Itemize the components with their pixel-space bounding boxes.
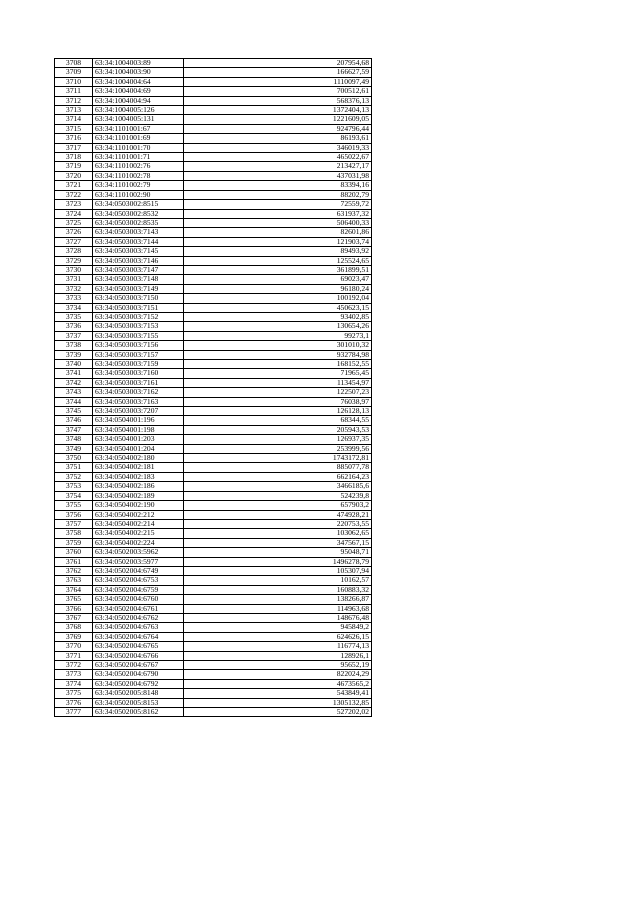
row-number: 3774 — [55, 679, 93, 688]
table-row — [55, 444, 372, 453]
table-row — [55, 209, 372, 218]
table-row — [55, 689, 372, 698]
cadastral-number: 63:34:1004004:69 — [93, 87, 184, 96]
cadastral-number: 63:34:1004004:94 — [93, 96, 184, 105]
cadastral-number: 63:34:0503003:7152 — [93, 312, 184, 321]
row-number: 3712 — [55, 96, 93, 105]
row-number: 3777 — [55, 708, 93, 717]
cadastral-number: 63:34:0503003:7146 — [93, 256, 184, 265]
table-row — [55, 501, 372, 510]
cadastral-number: 63:34:0504002:183 — [93, 472, 184, 481]
cadastral-number: 63:34:1101002:90 — [93, 190, 184, 199]
row-number: 3736 — [55, 322, 93, 331]
row-number: 3742 — [55, 378, 93, 387]
cadastral-value: 122507,23 — [184, 388, 372, 397]
row-number: 3764 — [55, 585, 93, 594]
row-number: 3754 — [55, 491, 93, 500]
cadastral-value: 657903,2 — [184, 501, 372, 510]
table-row — [55, 256, 372, 265]
table-row — [55, 661, 372, 670]
cadastral-number: 63:34:0503003:7160 — [93, 369, 184, 378]
table-row — [55, 416, 372, 425]
table-row — [55, 604, 372, 613]
table-row — [55, 557, 372, 566]
cadastral-value: 128926,1 — [184, 651, 372, 660]
row-number: 3724 — [55, 209, 93, 218]
row-number: 3752 — [55, 472, 93, 481]
cadastral-value: 568376,13 — [184, 96, 372, 105]
cadastral-value: 130654,26 — [184, 322, 372, 331]
cadastral-value: 100192,04 — [184, 294, 372, 303]
row-number: 3711 — [55, 87, 93, 96]
row-number: 3766 — [55, 604, 93, 613]
table-row — [55, 623, 372, 632]
row-number: 3771 — [55, 651, 93, 660]
row-number: 3717 — [55, 143, 93, 152]
cadastral-value: 945849,2 — [184, 623, 372, 632]
table-row — [55, 331, 372, 340]
row-number: 3710 — [55, 77, 93, 86]
cadastral-number: 63:34:0503003:7163 — [93, 397, 184, 406]
cadastral-value: 138266,87 — [184, 595, 372, 604]
cadastral-value: 121903,74 — [184, 237, 372, 246]
table-row — [55, 642, 372, 651]
cadastral-number: 63:34:0503003:7157 — [93, 350, 184, 359]
cadastral-value: 160883,32 — [184, 585, 372, 594]
cadastral-number: 63:34:0502004:6749 — [93, 566, 184, 575]
cadastral-number: 63:34:0502004:6760 — [93, 595, 184, 604]
table-row — [55, 679, 372, 688]
row-number: 3721 — [55, 181, 93, 190]
row-number: 3751 — [55, 463, 93, 472]
cadastral-value: 99273,1 — [184, 331, 372, 340]
row-number: 3740 — [55, 360, 93, 369]
cadastral-value: 68344,55 — [184, 416, 372, 425]
cadastral-number: 63:34:1101001:71 — [93, 153, 184, 162]
cadastral-value: 213427,17 — [184, 162, 372, 171]
cadastral-number: 63:34:0503003:7156 — [93, 341, 184, 350]
cadastral-number: 63:34:0503002:8532 — [93, 209, 184, 218]
table-row — [55, 548, 372, 557]
row-number: 3716 — [55, 134, 93, 143]
row-number: 3720 — [55, 171, 93, 180]
cadastral-value: 126937,35 — [184, 435, 372, 444]
cadastral-number: 63:34:0504002:180 — [93, 454, 184, 463]
row-number: 3718 — [55, 153, 93, 162]
table-row — [55, 153, 372, 162]
table-row — [55, 265, 372, 274]
cadastral-number: 63:34:0504002:186 — [93, 482, 184, 491]
cadastral-number: 63:34:1004003:90 — [93, 68, 184, 77]
cadastral-number: 63:34:1004003:89 — [93, 59, 184, 68]
cadastral-number: 63:34:0502004:6761 — [93, 604, 184, 613]
table-row — [55, 425, 372, 434]
cadastral-value: 347567,15 — [184, 538, 372, 547]
cadastral-number: 63:34:0504002:189 — [93, 491, 184, 500]
row-number: 3750 — [55, 454, 93, 463]
cadastral-number: 63:34:0504001:203 — [93, 435, 184, 444]
cadastral-number: 63:34:0503002:8515 — [93, 200, 184, 209]
cadastral-number: 63:34:1004005:131 — [93, 115, 184, 124]
cadastral-number: 63:34:0503003:7144 — [93, 237, 184, 246]
row-number: 3759 — [55, 538, 93, 547]
cadastral-value: 71965,45 — [184, 369, 372, 378]
table-body — [55, 59, 372, 717]
table-row — [55, 237, 372, 246]
cadastral-value: 700512,61 — [184, 87, 372, 96]
cadastral-number: 63:34:1101002:76 — [93, 162, 184, 171]
row-number: 3758 — [55, 529, 93, 538]
table-row — [55, 360, 372, 369]
cadastral-value: 624626,15 — [184, 632, 372, 641]
cadastral-value: 207954,68 — [184, 59, 372, 68]
cadastral-number: 63:34:0504002:190 — [93, 501, 184, 510]
cadastral-number: 63:34:0502004:6759 — [93, 585, 184, 594]
table-row — [55, 87, 372, 96]
row-number: 3723 — [55, 200, 93, 209]
cadastral-number: 63:34:0503003:7148 — [93, 275, 184, 284]
table-row — [55, 463, 372, 472]
table-row — [55, 491, 372, 500]
cadastral-number: 63:34:0502004:6790 — [93, 670, 184, 679]
cadastral-value: 168152,55 — [184, 360, 372, 369]
table-row — [55, 632, 372, 641]
table-row — [55, 566, 372, 575]
row-number: 3776 — [55, 698, 93, 707]
table-row — [55, 181, 372, 190]
table-row — [55, 378, 372, 387]
table-row — [55, 162, 372, 171]
cadastral-number: 63:34:0502004:6765 — [93, 642, 184, 651]
cadastral-value: 89493,92 — [184, 247, 372, 256]
table-row — [55, 124, 372, 133]
cadastral-value: 1743172,81 — [184, 454, 372, 463]
table-row — [55, 407, 372, 416]
cadastral-value: 1305132,85 — [184, 698, 372, 707]
cadastral-number: 63:34:0503003:7155 — [93, 331, 184, 340]
cadastral-value: 885077,78 — [184, 463, 372, 472]
cadastral-value: 95652,19 — [184, 661, 372, 670]
cadastral-number: 63:34:0503003:7159 — [93, 360, 184, 369]
cadastral-value: 126128,13 — [184, 407, 372, 416]
cadastral-value: 103062,65 — [184, 529, 372, 538]
cadastral-value: 72559,72 — [184, 200, 372, 209]
cadastral-number: 63:34:0502005:8162 — [93, 708, 184, 717]
cadastral-number: 63:34:0504002:215 — [93, 529, 184, 538]
row-number: 3769 — [55, 632, 93, 641]
cadastral-number: 63:34:0504002:181 — [93, 463, 184, 472]
cadastral-value: 114963,68 — [184, 604, 372, 613]
cadastral-number: 63:34:0502004:6767 — [93, 661, 184, 670]
row-number: 3715 — [55, 124, 93, 133]
cadastral-value: 220753,55 — [184, 519, 372, 528]
table-row — [55, 435, 372, 444]
row-number: 3760 — [55, 548, 93, 557]
table-row — [55, 77, 372, 86]
cadastral-number: 63:34:0503003:7162 — [93, 388, 184, 397]
cadastral-number: 63:34:0503003:7161 — [93, 378, 184, 387]
table-row — [55, 529, 372, 538]
cadastral-value: 1496278,79 — [184, 557, 372, 566]
table-row — [55, 200, 372, 209]
table-row — [55, 59, 372, 68]
cadastral-number: 63:34:0503003:7153 — [93, 322, 184, 331]
cadastral-value: 76038,97 — [184, 397, 372, 406]
row-number: 3772 — [55, 661, 93, 670]
row-number: 3731 — [55, 275, 93, 284]
cadastral-value: 662164,23 — [184, 472, 372, 481]
cadastral-number: 63:34:0503003:7149 — [93, 284, 184, 293]
table-row — [55, 595, 372, 604]
cadastral-number: 63:34:0503003:7207 — [93, 407, 184, 416]
row-number: 3728 — [55, 247, 93, 256]
cadastral-number: 63:34:0503002:8535 — [93, 218, 184, 227]
table-row — [55, 472, 372, 481]
table-row — [55, 68, 372, 77]
cadastral-value: 527202,02 — [184, 708, 372, 717]
row-number: 3765 — [55, 595, 93, 604]
table-row — [55, 275, 372, 284]
cadastral-number: 63:34:0502005:8148 — [93, 689, 184, 698]
table-row — [55, 322, 372, 331]
cadastral-number: 63:34:1101002:78 — [93, 171, 184, 180]
row-number: 3732 — [55, 284, 93, 293]
cadastral-number: 63:34:0504001:204 — [93, 444, 184, 453]
table-row — [55, 228, 372, 237]
table-row — [55, 369, 372, 378]
row-number: 3749 — [55, 444, 93, 453]
table-row — [55, 519, 372, 528]
cadastral-value: 93402,85 — [184, 312, 372, 321]
cadastral-number: 63:34:0504001:198 — [93, 425, 184, 434]
cadastral-number: 63:34:0502003:5962 — [93, 548, 184, 557]
table-row — [55, 482, 372, 491]
cadastral-value: 543849,41 — [184, 689, 372, 698]
cadastral-value: 83394,16 — [184, 181, 372, 190]
cadastral-value: 205943,53 — [184, 425, 372, 434]
cadastral-value: 932784,98 — [184, 350, 372, 359]
row-number: 3770 — [55, 642, 93, 651]
table-row — [55, 171, 372, 180]
cadastral-value: 253999,56 — [184, 444, 372, 453]
cadastral-number: 63:34:0502004:6766 — [93, 651, 184, 660]
cadastral-number: 63:34:0502004:6762 — [93, 613, 184, 622]
table-row — [55, 284, 372, 293]
cadastral-number: 63:34:0504002:212 — [93, 510, 184, 519]
cadastral-number: 63:34:0502004:6763 — [93, 623, 184, 632]
row-number: 3775 — [55, 689, 93, 698]
row-number: 3744 — [55, 397, 93, 406]
row-number: 3746 — [55, 416, 93, 425]
cadastral-value: 474928,21 — [184, 510, 372, 519]
row-number: 3729 — [55, 256, 93, 265]
cadastral-value: 95048,71 — [184, 548, 372, 557]
row-number: 3708 — [55, 59, 93, 68]
cadastral-value: 96180,24 — [184, 284, 372, 293]
table-row — [55, 350, 372, 359]
row-number: 3719 — [55, 162, 93, 171]
table-row — [55, 134, 372, 143]
row-number: 3763 — [55, 576, 93, 585]
cadastral-number: 63:34:0503003:7145 — [93, 247, 184, 256]
cadastral-value: 3466185,6 — [184, 482, 372, 491]
cadastral-number: 63:34:1101001:67 — [93, 124, 184, 133]
row-number: 3737 — [55, 331, 93, 340]
cadastral-number: 63:34:0504002:214 — [93, 519, 184, 528]
cadastral-number: 63:34:0504001:196 — [93, 416, 184, 425]
table-row — [55, 96, 372, 105]
row-number: 3756 — [55, 510, 93, 519]
row-number: 3768 — [55, 623, 93, 632]
table-row — [55, 613, 372, 622]
cadastral-value: 506400,33 — [184, 218, 372, 227]
table-row — [55, 708, 372, 717]
table-row — [55, 538, 372, 547]
row-number: 3761 — [55, 557, 93, 566]
table-row — [55, 397, 372, 406]
cadastral-value: 346019,33 — [184, 143, 372, 152]
row-number: 3755 — [55, 501, 93, 510]
row-number: 3714 — [55, 115, 93, 124]
cadastral-number: 63:34:0504002:224 — [93, 538, 184, 547]
row-number: 3767 — [55, 613, 93, 622]
row-number: 3739 — [55, 350, 93, 359]
cadastral-number: 63:34:0503003:7151 — [93, 303, 184, 312]
table-row — [55, 698, 372, 707]
cadastral-value: 69023,47 — [184, 275, 372, 284]
cadastral-value: 437031,98 — [184, 171, 372, 180]
table-row — [55, 218, 372, 227]
cadastral-value: 166627,59 — [184, 68, 372, 77]
cadastral-number: 63:34:0502004:6753 — [93, 576, 184, 585]
row-number: 3725 — [55, 218, 93, 227]
table-row — [55, 115, 372, 124]
row-number: 3753 — [55, 482, 93, 491]
cadastral-value: 631937,32 — [184, 209, 372, 218]
cadastral-value: 148676,48 — [184, 613, 372, 622]
row-number: 3713 — [55, 106, 93, 115]
table-row — [55, 190, 372, 199]
table-row — [55, 670, 372, 679]
cadastral-number: 63:34:0503003:7150 — [93, 294, 184, 303]
cadastral-value: 524239,8 — [184, 491, 372, 500]
cadastral-value: 924796,44 — [184, 124, 372, 133]
row-number: 3738 — [55, 341, 93, 350]
cadastral-number: 63:34:1004005:126 — [93, 106, 184, 115]
row-number: 3730 — [55, 265, 93, 274]
row-number: 3741 — [55, 369, 93, 378]
cadastral-value: 450623,15 — [184, 303, 372, 312]
cadastral-value: 116774,13 — [184, 642, 372, 651]
cadastral-value: 125524,65 — [184, 256, 372, 265]
cadastral-value: 4673565,2 — [184, 679, 372, 688]
cadastral-number: 63:34:1101002:79 — [93, 181, 184, 190]
row-number: 3743 — [55, 388, 93, 397]
row-number: 3757 — [55, 519, 93, 528]
cadastral-value: 88202,79 — [184, 190, 372, 199]
row-number: 3762 — [55, 566, 93, 575]
table-row — [55, 388, 372, 397]
cadastral-number: 63:34:0503003:7147 — [93, 265, 184, 274]
row-number: 3735 — [55, 312, 93, 321]
cadastral-number: 63:34:1101001:69 — [93, 134, 184, 143]
cadastral-number: 63:34:0502004:6764 — [93, 632, 184, 641]
cadastral-number: 63:34:0502003:5977 — [93, 557, 184, 566]
table-row — [55, 454, 372, 463]
cadastral-value: 465022,67 — [184, 153, 372, 162]
row-number: 3733 — [55, 294, 93, 303]
cadastral-value: 361899,51 — [184, 265, 372, 274]
table-row — [55, 510, 372, 519]
row-number: 3773 — [55, 670, 93, 679]
table-row — [55, 294, 372, 303]
cadastral-number: 63:34:1101001:70 — [93, 143, 184, 152]
cadastral-value: 105307,94 — [184, 566, 372, 575]
table-row — [55, 247, 372, 256]
cadastral-value: 86193,61 — [184, 134, 372, 143]
cadastral-value: 10162,57 — [184, 576, 372, 585]
cadastral-value: 1372404,13 — [184, 106, 372, 115]
cadastral-number: 63:34:0502005:8153 — [93, 698, 184, 707]
row-number: 3747 — [55, 425, 93, 434]
cadastral-value: 822024,29 — [184, 670, 372, 679]
row-number: 3726 — [55, 228, 93, 237]
row-number: 3709 — [55, 68, 93, 77]
cadastral-number: 63:34:0502004:6792 — [93, 679, 184, 688]
table-row — [55, 312, 372, 321]
table-row — [55, 341, 372, 350]
cadastral-value-table — [54, 58, 372, 717]
row-number: 3727 — [55, 237, 93, 246]
cadastral-value: 113454,97 — [184, 378, 372, 387]
cadastral-value: 301010,32 — [184, 341, 372, 350]
table-row — [55, 143, 372, 152]
cadastral-value: 1110097,49 — [184, 77, 372, 86]
table-row — [55, 303, 372, 312]
row-number: 3745 — [55, 407, 93, 416]
cadastral-number: 63:34:0503003:7143 — [93, 228, 184, 237]
cadastral-value: 1221609,05 — [184, 115, 372, 124]
table-row — [55, 106, 372, 115]
row-number: 3734 — [55, 303, 93, 312]
row-number: 3722 — [55, 190, 93, 199]
row-number: 3748 — [55, 435, 93, 444]
cadastral-value: 82601,86 — [184, 228, 372, 237]
table-row — [55, 576, 372, 585]
table-row — [55, 651, 372, 660]
cadastral-number: 63:34:1004004:64 — [93, 77, 184, 86]
table-row — [55, 585, 372, 594]
